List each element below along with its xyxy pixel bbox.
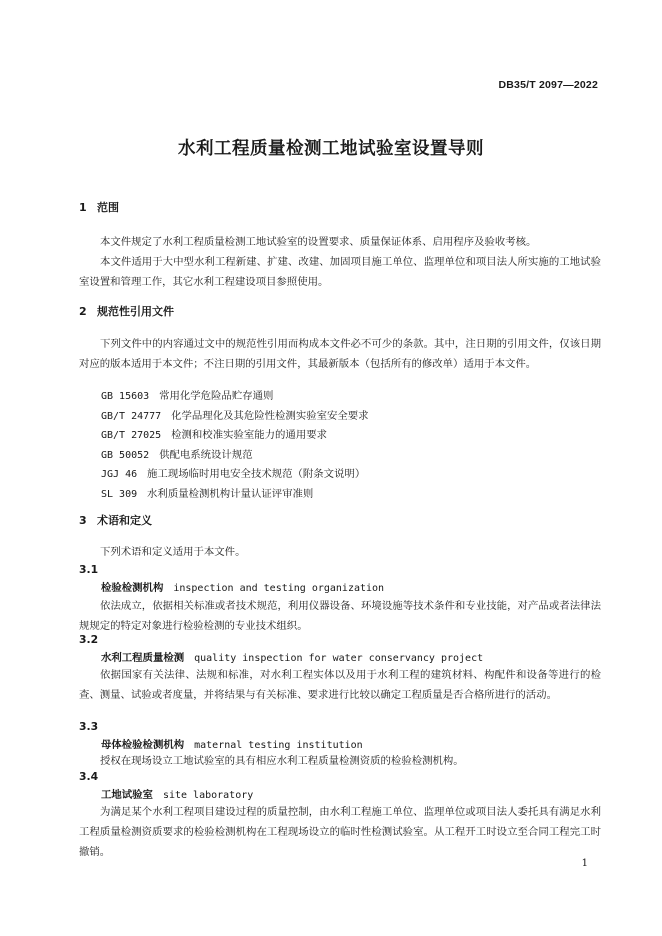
ref-name: 化学品理化及其危险性检测实验室安全要求 — [171, 409, 369, 422]
term-number: 3.4 — [79, 770, 99, 783]
ref-code: GB/T 27025 — [101, 430, 162, 442]
term-en: site laboratory — [162, 790, 254, 801]
section-title: 术语和定义 — [97, 514, 152, 527]
page-number: 1 — [581, 858, 588, 869]
section-3-heading — [79, 512, 152, 528]
section-1-heading — [79, 199, 119, 215]
ref-name: 供配电系统设计规范 — [159, 448, 253, 461]
term-definition: 依据国家有关法律、法规和标准，对水利工程实体以及用于水利工程的建筑材料、构配件和设备等进行的检查、测量、试验或者度量，并将结果与有关标准、要求进行比较以确定工程质量是否合格所进行的活动。 — [79, 669, 601, 701]
ref-code: GB 15603 — [101, 391, 150, 402]
list-item — [101, 465, 369, 485]
paragraph: 下列术语和定义适用于本文件。 — [100, 546, 246, 558]
section-number: 2 — [79, 305, 87, 318]
term-definition: 授权在现场设立工地试验室的具有相应水利工程质量检测资质的检验检测机构。 — [100, 755, 464, 767]
ref-code: SL 309 — [101, 488, 138, 500]
ref-name: 检测和校准实验室能力的通用要求 — [171, 429, 327, 442]
document-title: 水利工程质量检测工地试验室设置导则 — [178, 139, 484, 159]
term-name — [101, 736, 363, 751]
term-name — [101, 579, 384, 594]
section-title: 规范性引用文件 — [97, 305, 174, 318]
term-zh: 母体检验检测机构 — [101, 739, 185, 751]
term-zh: 检验检测机构 — [101, 582, 164, 594]
reference-list — [101, 387, 369, 505]
section-2-heading — [79, 303, 174, 319]
list-item — [101, 446, 369, 466]
paragraph: 本文件适用于大中型水利工程新建、扩建、改建、加固项目施工单位、监理单位和项目法人所实施的工地试验室设置和管理工作，其它水利工程建设项目参照使用。 — [79, 256, 601, 288]
list-item — [101, 387, 369, 407]
list-item — [101, 485, 369, 505]
list-item — [101, 426, 369, 446]
standard-code: DB35/T 2097—2022 — [498, 79, 598, 91]
term-en: inspection and testing organization — [173, 583, 385, 594]
ref-code: GB/T 24777 — [101, 410, 162, 422]
term-name — [101, 649, 483, 664]
ref-code: JGJ 46 — [101, 469, 138, 481]
ref-name: 常用化学危险品贮存通则 — [159, 390, 274, 402]
ref-name: 施工现场临时用电安全技术规范（附条文说明） — [147, 468, 366, 481]
section-number: 3 — [79, 514, 87, 527]
ref-code: GB 50052 — [101, 449, 150, 461]
list-item — [101, 407, 369, 427]
section-title: 范围 — [97, 201, 119, 214]
ref-name: 水利质量检测机构计量认证评审准则 — [147, 487, 314, 500]
paragraph: 下列文件中的内容通过文中的规范性引用而构成本文件必不可少的条款。其中，注日期的引用文件，仅该日期对应的版本适用于本文件；不注日期的引用文件，其最新版本（包括所有的修改单）适用于本文件。 — [79, 338, 601, 370]
term-number: 3.1 — [79, 563, 99, 576]
term-name — [101, 786, 253, 801]
term-definition: 依法成立，依据相关标准或者技术规范，利用仪器设备、环境设施等技术条件和专业技能，对产品或者法律法规规定的特定对象进行检验检测的专业技术组织。 — [79, 600, 601, 632]
term-definition: 为满足某个水利工程项目建设过程的质量控制，由水利工程施工单位、监理单位或项目法人委托具有满足水利工程质量检测资质要求的检验检测机构在工程现场设立的临时性检测试验室。从工程开工时设立至合同工程完工时撤销。 — [79, 806, 601, 858]
term-number: 3.3 — [79, 720, 99, 733]
section-number: 1 — [79, 201, 87, 214]
term-number: 3.2 — [79, 633, 99, 646]
paragraph: 本文件规定了水利工程质量检测工地试验室的设置要求、质量保证体系、启用程序及验收考核。 — [100, 236, 537, 248]
term-zh: 水利工程质量检测 — [101, 652, 185, 664]
term-en: quality inspection for water conservancy project — [194, 653, 484, 664]
term-zh: 工地试验室 — [101, 789, 153, 801]
term-en: maternal testing institution — [194, 740, 363, 751]
